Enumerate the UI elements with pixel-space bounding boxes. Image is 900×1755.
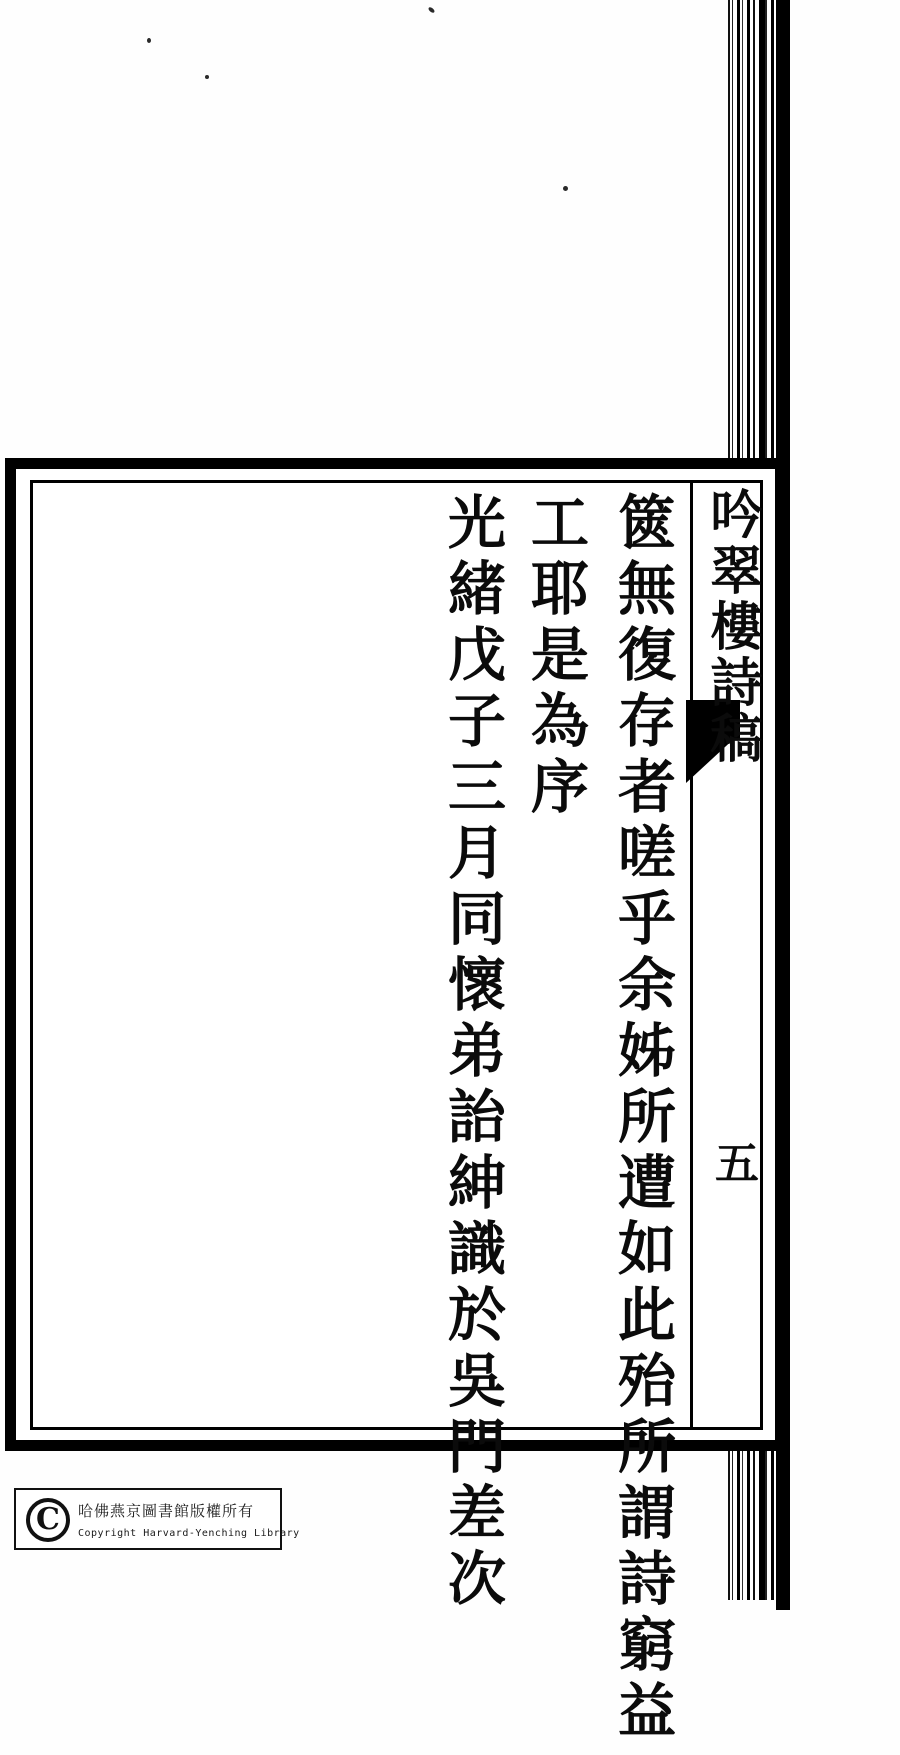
scan-speck [205,75,209,79]
text-column-1: 篋無復存者嗟乎余姊所遭如此殆所謂詩窮益 [608,492,676,1746]
scan-speck [563,186,568,191]
stamp-english-text: Copyright Harvard-Yenching Library [78,1528,300,1539]
text-column-2: 工耶是為序 [521,492,589,822]
scan-speck [147,38,151,43]
column-divider-rule [690,483,693,1427]
copyright-c-icon: C [26,1498,70,1542]
scan-speck [428,6,436,14]
text-column-3: 光緒戊子三月同懷弟詒紳識於吳門差次 [438,492,506,1614]
fold-page-number: 五 [707,1140,758,1184]
stamp-chinese-text: 哈佛燕京圖書館版權所有 [78,1502,255,1520]
book-title-column: 吟翠樓詩稿 [701,487,762,767]
library-copyright-stamp [14,1488,300,1550]
